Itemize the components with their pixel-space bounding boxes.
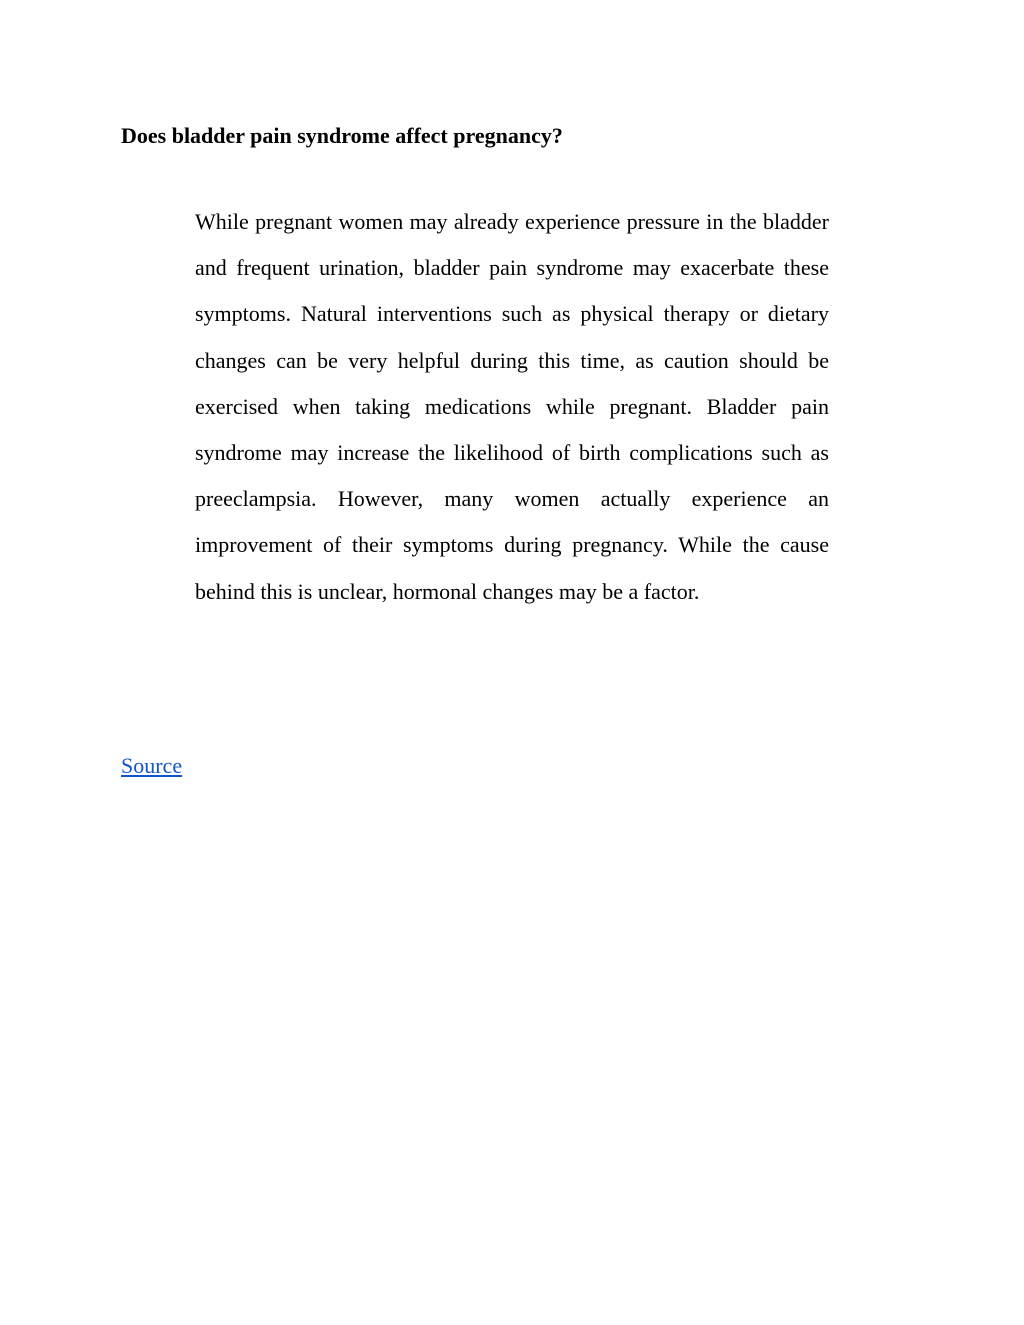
section-heading: Does bladder pain syndrome affect pregnancy? xyxy=(121,123,563,148)
body-paragraph: While pregnant women may already experience pressure in the bladder and frequent urination, bladder pain syndrome may exacerbate these symptoms. Natural interventions such as physical therapy or dietary changes can be very helpful during this time, as caution should be exercised when taking medications while pregnant. Bladder pain syndrome may increase the likelihood of birth complications such as preeclampsia. However, many women actually experience an improvement of their symptoms during pregnancy. While the cause behind this is unclear, hormonal changes may be a factor. xyxy=(195,209,829,604)
source-link[interactable]: Source xyxy=(121,753,183,778)
